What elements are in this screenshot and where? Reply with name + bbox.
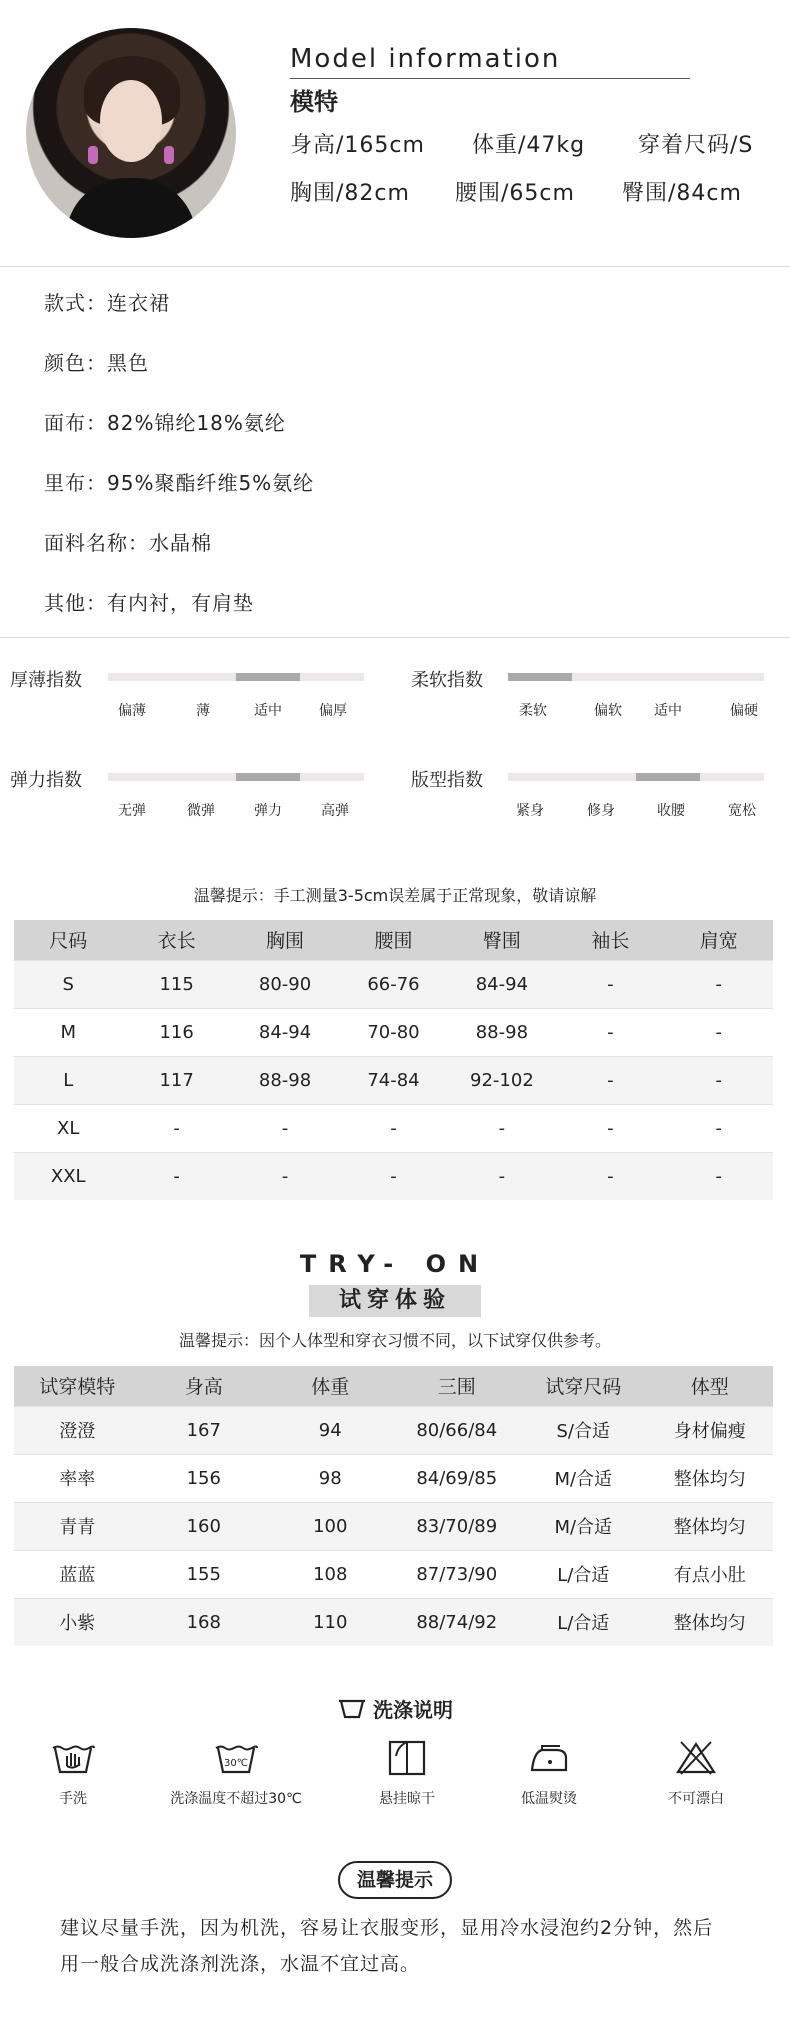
table-cell: 83/70/89 [394,1502,521,1550]
wash-basin-icon [337,1698,367,1720]
tryon-table-header: 体重 [267,1366,394,1406]
table-cell: 117 [122,1056,230,1104]
table-cell: 116 [122,1008,230,1056]
index-elasticity-option: 无弹 [118,803,146,819]
table-cell: - [665,960,773,1008]
size-table-header: 尺码 [14,920,122,960]
size-table-header-row [14,920,773,960]
table-cell: 率率 [14,1454,141,1502]
model-title-en: Model information [290,44,561,74]
table-cell: 87/73/90 [394,1550,521,1598]
table-cell: 整体均匀 [647,1454,774,1502]
table-cell: 110 [267,1598,394,1646]
tryon-table-header: 身高 [141,1366,268,1406]
tips-text-line2: 用一般合成洗涤剂洗涤，水温不宜过高。 [60,1953,421,1975]
size-table-header: 腰围 [339,920,447,960]
wash-label: 手洗 [59,1791,87,1807]
wash-label: 洗涤温度不超过30℃ [170,1791,302,1807]
low-iron-icon [526,1740,572,1776]
model-bust: 胸围/82cm [290,181,410,206]
table-cell: 92-102 [448,1056,556,1104]
wash-item-30c [161,1740,311,1808]
table-cell: L/合适 [520,1550,647,1598]
table-cell: 94 [267,1406,394,1454]
table-cell: M/合适 [520,1502,647,1550]
model-height: 身高/165cm [290,133,425,158]
table-cell: L [14,1056,122,1104]
table-cell: - [556,1104,664,1152]
index-thickness-option: 薄 [196,703,210,719]
index-fit-bar [508,773,764,781]
tryon-table-header-row [14,1366,773,1406]
spec-style: 款式：连衣裙 [44,291,170,315]
spec-fabric-name: 面料名称：水晶棉 [44,531,212,555]
washing-title-text: 洗涤说明 [373,1698,453,1722]
table-cell: 115 [122,960,230,1008]
table-cell: - [665,1152,773,1200]
index-fit-option: 收腰 [657,803,685,819]
index-fit-title: 版型指数 [411,770,483,791]
size-table-header: 胸围 [231,920,339,960]
tips-badge: 温馨提示 [338,1861,452,1899]
table-row [14,1502,773,1550]
index-elasticity-fill [236,773,300,781]
table-row [14,1104,773,1152]
table-cell: - [448,1152,556,1200]
wash-item-hang-dry [332,1740,482,1808]
index-thickness-fill [236,673,300,681]
size-table-header: 肩宽 [665,920,773,960]
model-title-cn: 模特 [290,88,338,116]
table-cell: - [122,1152,230,1200]
spec-outer-fabric: 面布：82%锦纶18%氨纶 [44,411,286,435]
size-table-header: 衣长 [122,920,230,960]
tryon-table-header: 试穿模特 [14,1366,141,1406]
tryon-title-cn: 试穿体验 [309,1285,481,1317]
index-fit-option: 修身 [587,803,615,819]
table-cell: - [665,1056,773,1104]
table-cell: 80-90 [231,960,339,1008]
wash-item-hand-wash [0,1740,148,1808]
table-row [14,1406,773,1454]
table-cell: 98 [267,1454,394,1502]
table-cell: 有点小肚 [647,1550,774,1598]
tryon-note: 温馨提示：因个人体型和穿衣习惯不同，以下试穿仅供参考。 [178,1331,611,1350]
index-elasticity-option: 弹力 [254,803,282,819]
table-cell: - [339,1152,447,1200]
model-title-divider [290,78,690,79]
wash-30-icon-text: 30℃ [224,1758,248,1769]
section-divider [0,266,790,267]
spec-lining: 里布：95%聚酯纤维5%氨纶 [44,471,315,495]
table-cell: XL [14,1104,122,1152]
table-cell: 88-98 [231,1056,339,1104]
table-cell: - [556,1056,664,1104]
tips-text-line1: 建议尽量手洗，因为机洗，容易让衣服变形，显用冷水浸泡约2分钟，然后 [60,1917,714,1939]
table-cell: 身材偏瘦 [647,1406,774,1454]
index-thickness-title: 厚薄指数 [10,670,82,691]
model-waist: 腰围/65cm [455,181,575,206]
index-fit-fill [636,773,700,781]
spec-other: 其他：有内衬，有肩垫 [44,591,254,615]
table-cell: - [231,1104,339,1152]
wash-label: 不可漂白 [668,1791,724,1807]
index-elasticity-option: 微弹 [187,803,215,819]
table-cell: - [556,960,664,1008]
index-thickness-bar [108,673,364,681]
table-cell: 168 [141,1598,268,1646]
wash-item-no-bleach [621,1740,771,1808]
table-cell: 蓝蓝 [14,1550,141,1598]
table-cell: M [14,1008,122,1056]
index-softness-fill [508,673,572,681]
index-elasticity-bar [108,773,364,781]
size-table-note: 温馨提示：手工测量3-5cm误差属于正常现象，敬请谅解 [193,886,597,905]
table-cell: - [339,1104,447,1152]
model-weight: 体重/47kg [472,133,586,158]
table-cell: - [122,1104,230,1152]
index-thickness-option: 偏薄 [118,703,146,719]
wash-30-icon [213,1740,259,1776]
table-cell: - [231,1152,339,1200]
table-row [14,1550,773,1598]
size-table-header: 袖长 [556,920,664,960]
table-cell: XXL [14,1152,122,1200]
hand-wash-icon [50,1740,96,1776]
index-softness-option: 偏硬 [730,703,758,719]
index-softness-option: 适中 [654,703,682,719]
table-row [14,1056,773,1104]
tryon-table [14,1366,773,1646]
size-table [14,920,773,1200]
table-row [14,1454,773,1502]
tryon-table-header: 体型 [647,1366,774,1406]
index-thickness-option: 偏厚 [319,703,347,719]
table-cell: M/合适 [520,1454,647,1502]
tryon-table-header: 三围 [394,1366,521,1406]
table-cell: S [14,960,122,1008]
table-cell: 青青 [14,1502,141,1550]
wash-label: 悬挂晾干 [379,1791,435,1807]
index-softness-option: 偏软 [594,703,622,719]
index-softness-bar [508,673,764,681]
table-cell: 156 [141,1454,268,1502]
table-cell: 整体均匀 [647,1502,774,1550]
spec-color: 颜色：黑色 [44,351,149,375]
model-hip: 臀围/84cm [622,181,742,206]
model-avatar [26,28,236,238]
table-row [14,960,773,1008]
table-cell: 108 [267,1550,394,1598]
index-softness-option: 柔软 [519,703,547,719]
index-thickness-option: 适中 [254,703,282,719]
index-elasticity-option: 高弹 [321,803,349,819]
no-bleach-icon [673,1740,719,1776]
model-size: 穿着尺码/S [638,133,754,158]
table-cell: 小紫 [14,1598,141,1646]
table-cell: 74-84 [339,1056,447,1104]
wash-item-low-iron [474,1740,624,1808]
model-info-section [0,0,790,265]
table-row [14,1152,773,1200]
table-row [14,1598,773,1646]
table-cell: 整体均匀 [647,1598,774,1646]
index-fit-option: 紧身 [516,803,544,819]
table-cell: 84-94 [448,960,556,1008]
table-cell: - [665,1008,773,1056]
table-cell: 66-76 [339,960,447,1008]
table-row [14,1008,773,1056]
table-cell: 155 [141,1550,268,1598]
table-cell: 88-98 [448,1008,556,1056]
table-cell: - [556,1008,664,1056]
table-cell: 84/69/85 [394,1454,521,1502]
table-cell: - [665,1104,773,1152]
washing-section-title [0,1694,790,1723]
table-cell: 84-94 [231,1008,339,1056]
index-softness-title: 柔软指数 [411,670,483,691]
table-cell: 88/74/92 [394,1598,521,1646]
table-cell: S/合适 [520,1406,647,1454]
table-cell: 80/66/84 [394,1406,521,1454]
section-divider [0,637,790,638]
table-cell: - [556,1152,664,1200]
size-table-header: 臀围 [448,920,556,960]
hang-dry-icon [384,1740,430,1776]
table-cell: 澄澄 [14,1406,141,1454]
index-fit-option: 宽松 [728,803,756,819]
table-cell: - [448,1104,556,1152]
table-cell: 160 [141,1502,268,1550]
wash-label: 低温熨烫 [521,1791,577,1807]
index-elasticity-title: 弹力指数 [10,770,82,791]
tryon-title-en: TRY- ON [299,1250,491,1278]
tryon-table-header: 试穿尺码 [520,1366,647,1406]
table-cell: 167 [141,1406,268,1454]
table-cell: 70-80 [339,1008,447,1056]
table-cell: 100 [267,1502,394,1550]
table-cell: L/合适 [520,1598,647,1646]
